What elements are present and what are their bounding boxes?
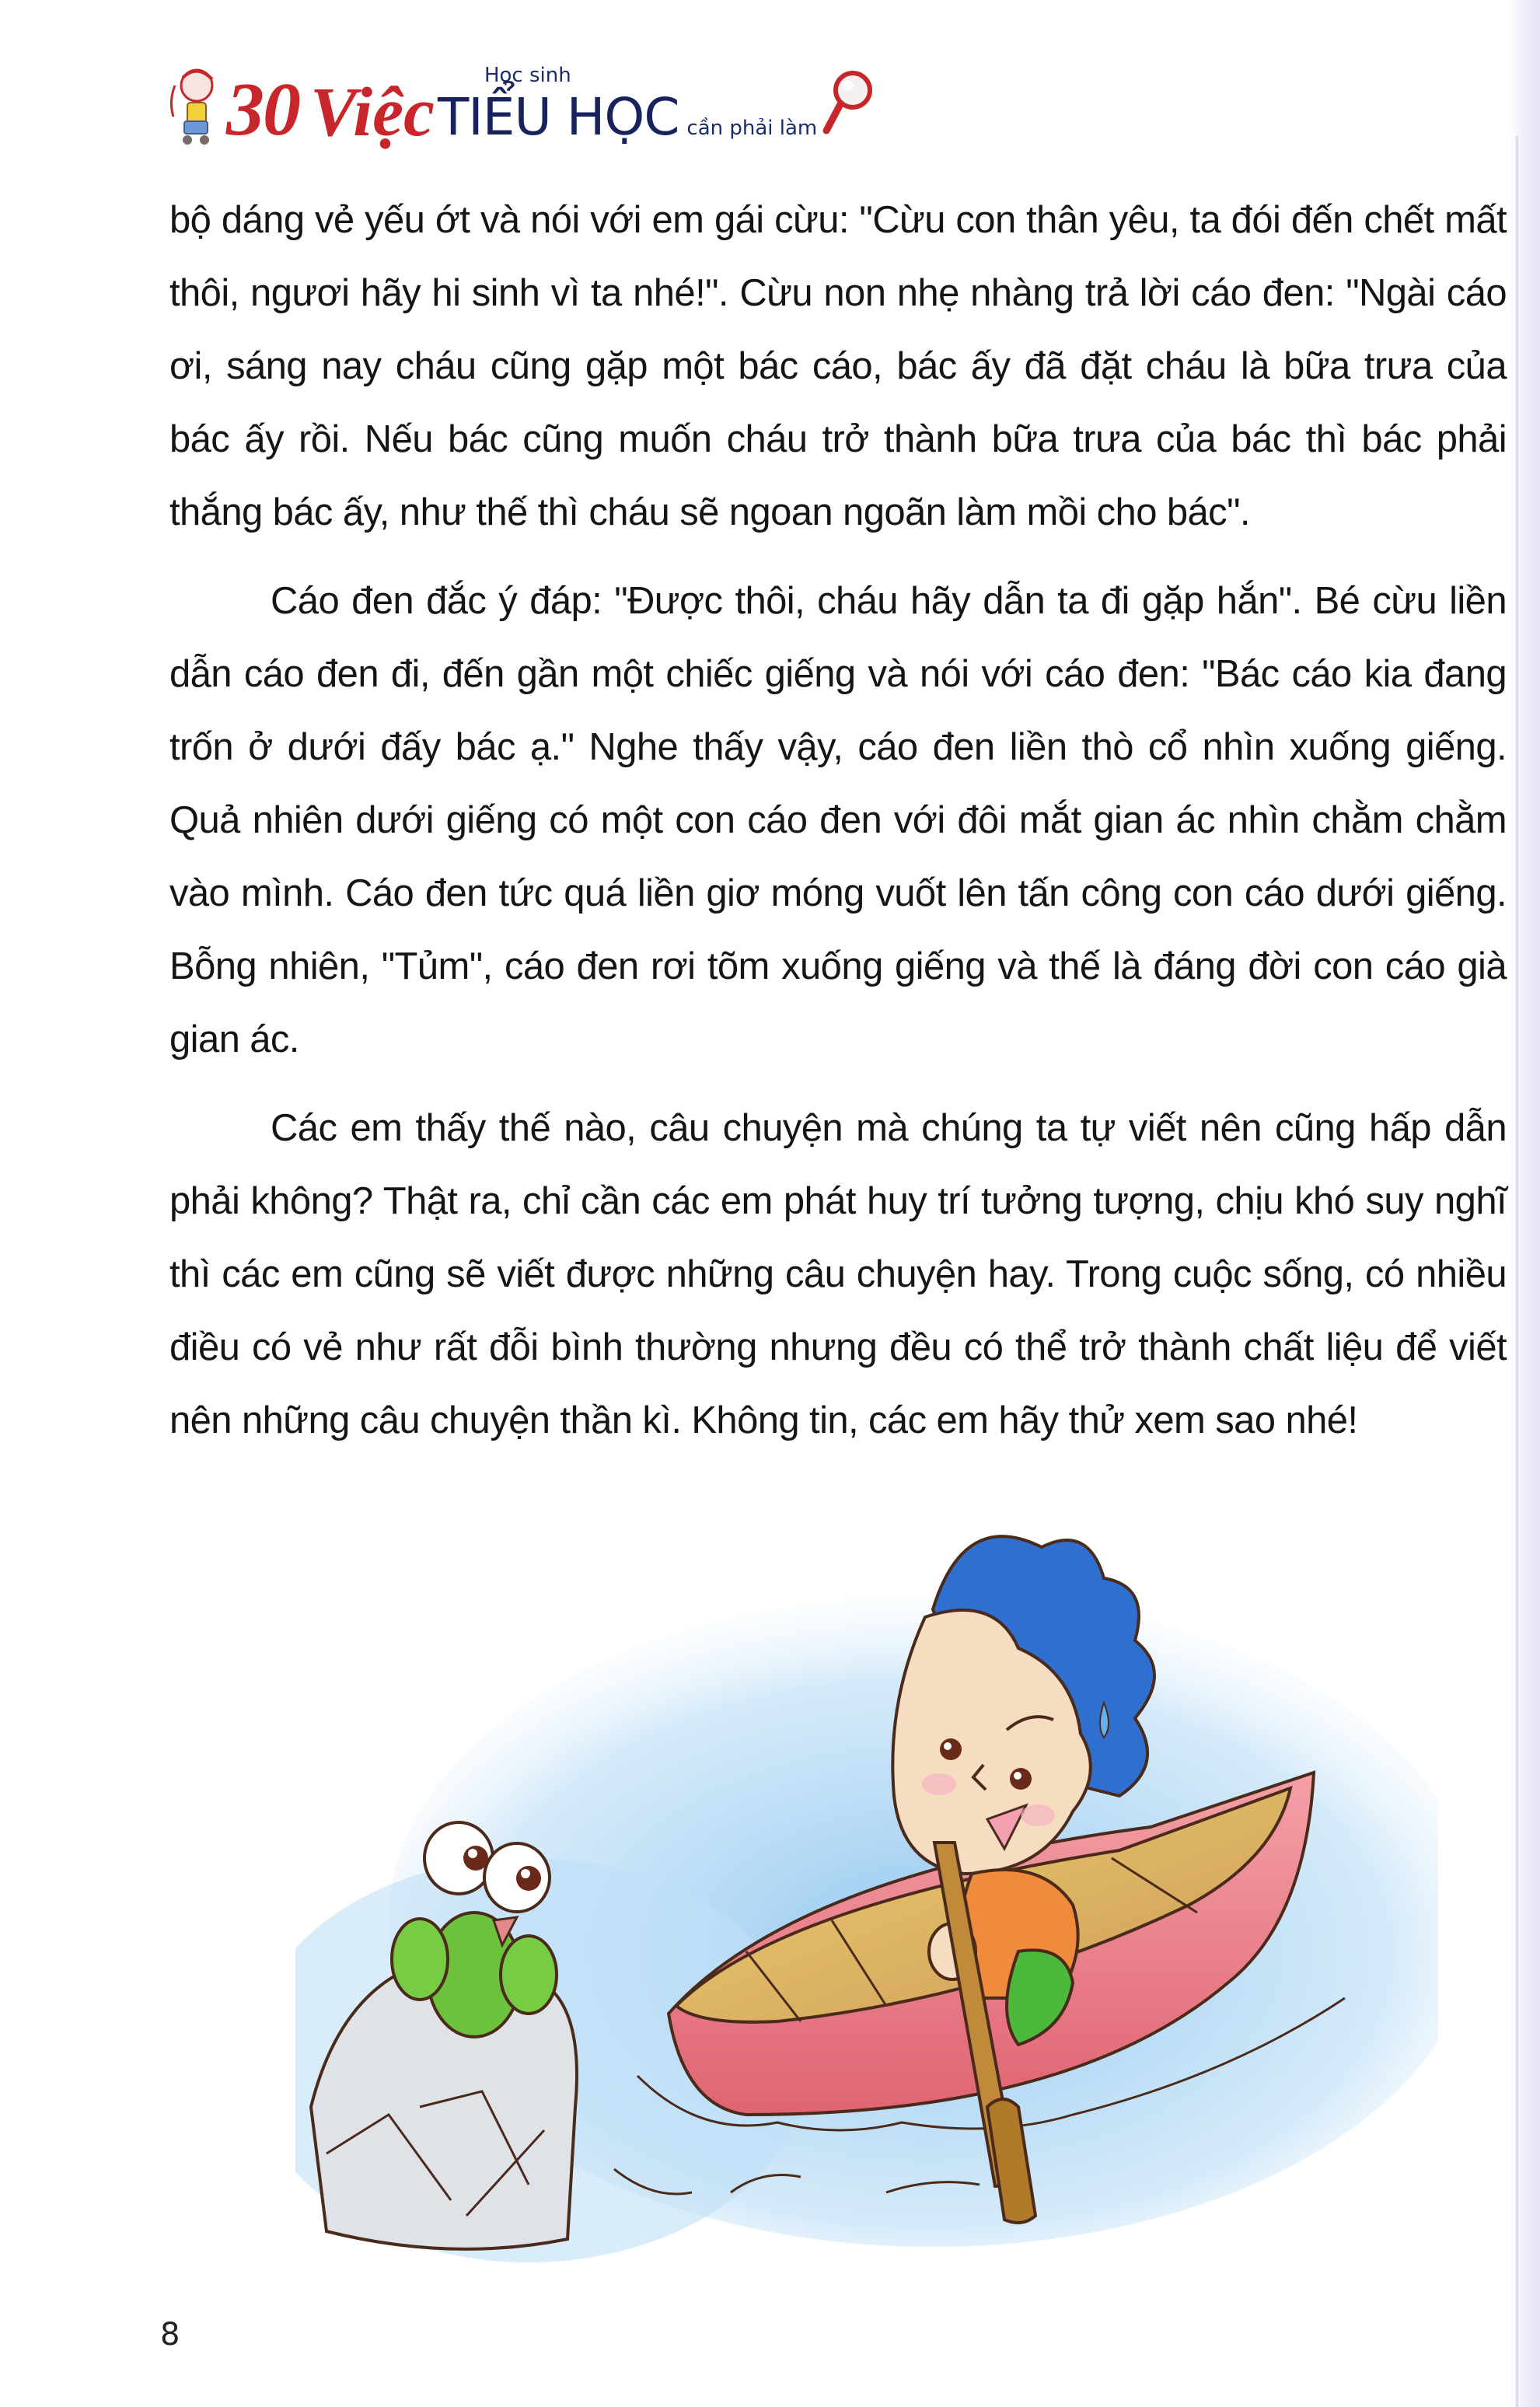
header-title-block [437, 64, 679, 147]
paragraph-3: Các em thấy thế nào, câu chuyện mà chúng ta tự viết nên cũng hấp dẫn phải không? Thật ra, chỉ cần các em phát huy trí tưởng tượng, chịu khó suy nghĩ thì các em cũng sẽ viết được những câu chuyện hay. Trong cuộc sống, có nhiều điều có vẻ như rất đỗi bình thường nhưng đều có thể trở thành chất liệu để viết nên những câu chuyện thần kì. Không tin, các em hãy thử xem sao nhé! [169, 1107, 1507, 1441]
page-edge-shadow [1509, 0, 1540, 2407]
paragraph-1: bộ dáng vẻ yếu ớt và nói với em gái cừu: "Cừu con thân yêu, ta đói đến chết mất thôi, ngươi hãy hi sinh vì ta nhé!". Cừu non nhẹ nhàng trả lời cáo đen: "Ngài cáo ơi, sáng nay cháu cũng gặp một bác cáo, bác ấy đã đặt cháu là bữa trưa của bác ấy rồi. Nếu bác cũng muốn cháu trở thành bữa trưa của bác thì bác phải thắng bác ấy, như thế thì cháu sẽ ngoan ngoãn làm mồi cho bác". [169, 199, 1507, 533]
header-main-text: TIỂU HỌC [437, 87, 679, 147]
magnifying-glass-icon [820, 65, 875, 143]
body-text [169, 183, 1507, 1457]
running-header [167, 54, 945, 152]
illustration-boy-boat-frog [295, 1516, 1438, 2293]
header-number: 30 [226, 68, 299, 152]
header-word-viec: Việc [310, 74, 435, 151]
page-binding-line [1516, 136, 1518, 2407]
page-number: 8 [160, 2317, 180, 2353]
paragraph-2: Cáo đen đắc ý đáp: "Được thôi, cháu hãy dẫn ta đi gặp hắn". Bé cừu liền dẫn cáo đen đi, đến gần một chiếc giếng và nói với cáo đen: "Bác cáo kia đang trốn ở dưới đấy bác ạ." Nghe thấy vậy, cáo đen liền thò cổ nhìn xuống giếng. Quả nhiên dưới giếng có một con cáo đen với đôi mắt gian ác nhìn chằm chằm vào mình. Cáo đen tức quá liền giơ móng vuốt lên tấn công con cáo dưới giếng. Bỗng nhiên, "Tủm", cáo đen rơi tõm xuống giếng và thế là đáng đời con cáo già gian ác. [169, 580, 1507, 1060]
mascot-child-icon [167, 62, 222, 148]
header-suffix-text: cần phải làm [686, 117, 818, 140]
header-small-text: Học sinh [484, 64, 571, 87]
